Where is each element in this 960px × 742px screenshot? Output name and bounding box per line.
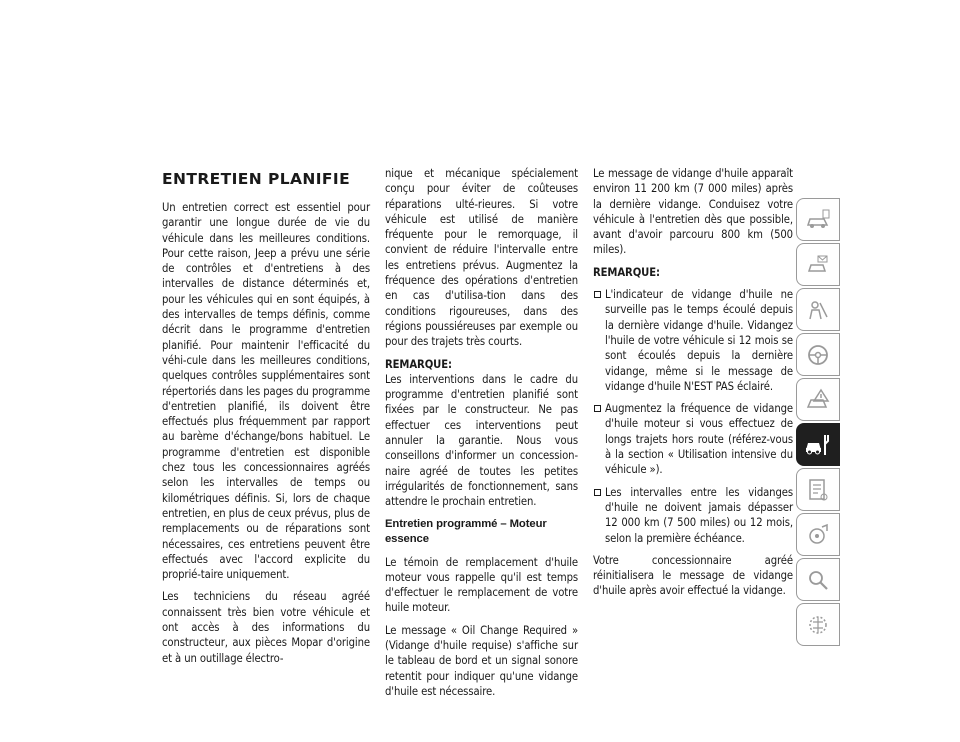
- remark: [385, 357, 578, 510]
- text-column-2: [385, 166, 578, 706]
- list-item: Augmentez la fréquence de vidange d'huile moteur si vous effectuez de longs trajets hors route (référez-vous à la section « Utilisation intensive du véhicule »).: [593, 401, 793, 477]
- languages-icon: [804, 612, 832, 638]
- remark-label: REMARQUE:: [385, 357, 452, 371]
- remark-text: Les interventions dans le cadre du programme d'entretien planifié sont fixées par le constructeur. Ne pas effectuer ces interventions peut annuler la garantie. Nous vous conseillons d'informer un concession-naire agréé de toutes les petites irrégularités de fonctionnement, sans attendre le prochain entretien.: [385, 372, 578, 509]
- checkbox-bullet-icon: [594, 291, 601, 298]
- paragraph: Le message de vidange d'huile apparaît environ 11 200 km (7 000 miles) après la dernière vidange. Conduisez votre véhicule à l'entretien dès que possible, avant d'avoir parcouru 800 km (500 miles).: [593, 167, 793, 257]
- car-service-icon: [804, 432, 832, 458]
- text-column-3: [593, 166, 793, 606]
- paragraph: Un entretien correct est essentiel pour garantir une longue durée de vie du véhicule dans les meilleures conditions. Pour cette raison, Jeep a prévu une série de contrôles et d'entretiens à des intervalles de distance déterminés et, pour les véhicules qui en sont équipés, à des intervalles de temps définis, comme décrit dans le programme d'entretien planifié. Pour maintenir l'efficacité du véhi-cule dans les meilleures conditions, quelques contrôles supplémentaires sont répertoriés dans les pages du programme d'entretien planifié, ils doivent être effectués plus fréquemment par rapport au barème d'échange/bons habituel. Le programme d'entretien est disponible chez tous les concessionnaires agréés selon les intervalles de temps ou kilométriques définis. Si, lors de chaque entretien, en plus de ceux prévus, plus de remplacements ou de réparations sont nécessaires, ces entretiens peuvent être effectués avec l'accord explicite du proprié-taire uniquement.: [162, 201, 370, 582]
- list-item: Les intervalles entre les vidanges d'huile ne doivent jamais dépasser 12 000 km (7 500 miles) ou 12 mois, selon la première échéance.: [593, 485, 793, 546]
- tab-specifications[interactable]: [796, 468, 840, 511]
- paragraph: Les techniciens du réseau agréé connaissent très bien votre véhicule et ont accès à des informations du constructeur, aux pièces Mopar d'origine et à un outillage électro-: [162, 590, 370, 665]
- tab-index[interactable]: [796, 558, 840, 601]
- list-item: L'indicateur de vidange d'huile ne surveille pas le temps écoulé depuis la dernière vidange d'huile. Vidangez l'huile de votre véhicule si 12 mois se sont écoulés depuis la dernière vidange, même si le message de vidange d'huile N'EST PAS éclairé.: [593, 287, 793, 394]
- paragraph: Votre concessionnaire agréé réinitialisera le message de vidange d'huile après avoir effectué la vidange.: [593, 553, 793, 598]
- paragraph: Le témoin de remplacement d'huile moteur vous rappelle qu'il est temps d'effectuer le remplacement de votre huile moteur.: [385, 555, 578, 615]
- remark-label: REMARQUE:: [593, 265, 660, 279]
- checkbox-bullet-icon: [594, 405, 601, 412]
- tab-emergency[interactable]: [796, 378, 840, 421]
- checkbox-bullet-icon: [594, 489, 601, 496]
- safety-icon: [804, 297, 832, 323]
- car-info-icon: [804, 207, 832, 233]
- search-icon: [804, 567, 832, 593]
- section-title: ENTRETIEN PLANIFIE: [162, 170, 351, 188]
- paragraph: nique et mécanique spécialement conçu pour éviter de coûteuses réparations ulté-rieures. Si votre véhicule est utilisé de manière fréquente pour le remorquage, il convient de réduire l'intervalle entre les entretiens prévus. Augmentez la fréquence des opérations d'entretien en cas d'utilisa-tion dans des conditions rigoureuses, dans des régions poussiéreuses par exemple ou pour des trajets très courts.: [385, 167, 578, 349]
- tab-multimedia[interactable]: [796, 513, 840, 556]
- subheading: Entretien programmé – Moteur essence: [385, 517, 547, 545]
- tab-servicing[interactable]: [796, 423, 840, 466]
- specifications-icon: [804, 477, 832, 503]
- chapter-tabs: [796, 198, 842, 648]
- text-column-1: [162, 166, 370, 673]
- tab-warning-lights[interactable]: [796, 243, 840, 286]
- bullet-list: [593, 287, 793, 546]
- emergency-icon: [804, 387, 832, 413]
- tab-languages[interactable]: [796, 603, 840, 646]
- tab-steering[interactable]: [796, 333, 840, 376]
- steering-wheel-icon: [804, 342, 832, 368]
- multimedia-icon: [804, 522, 832, 548]
- tab-car-info[interactable]: [796, 198, 840, 241]
- warning-lights-icon: [804, 252, 832, 278]
- paragraph: Le message « Oil Change Required » (Vidange d'huile requise) s'affiche sur le tableau de bord et un signal sonore retentit pour indiquer qu'une vidange d'huile est nécessaire.: [385, 623, 578, 698]
- tab-safety[interactable]: [796, 288, 840, 331]
